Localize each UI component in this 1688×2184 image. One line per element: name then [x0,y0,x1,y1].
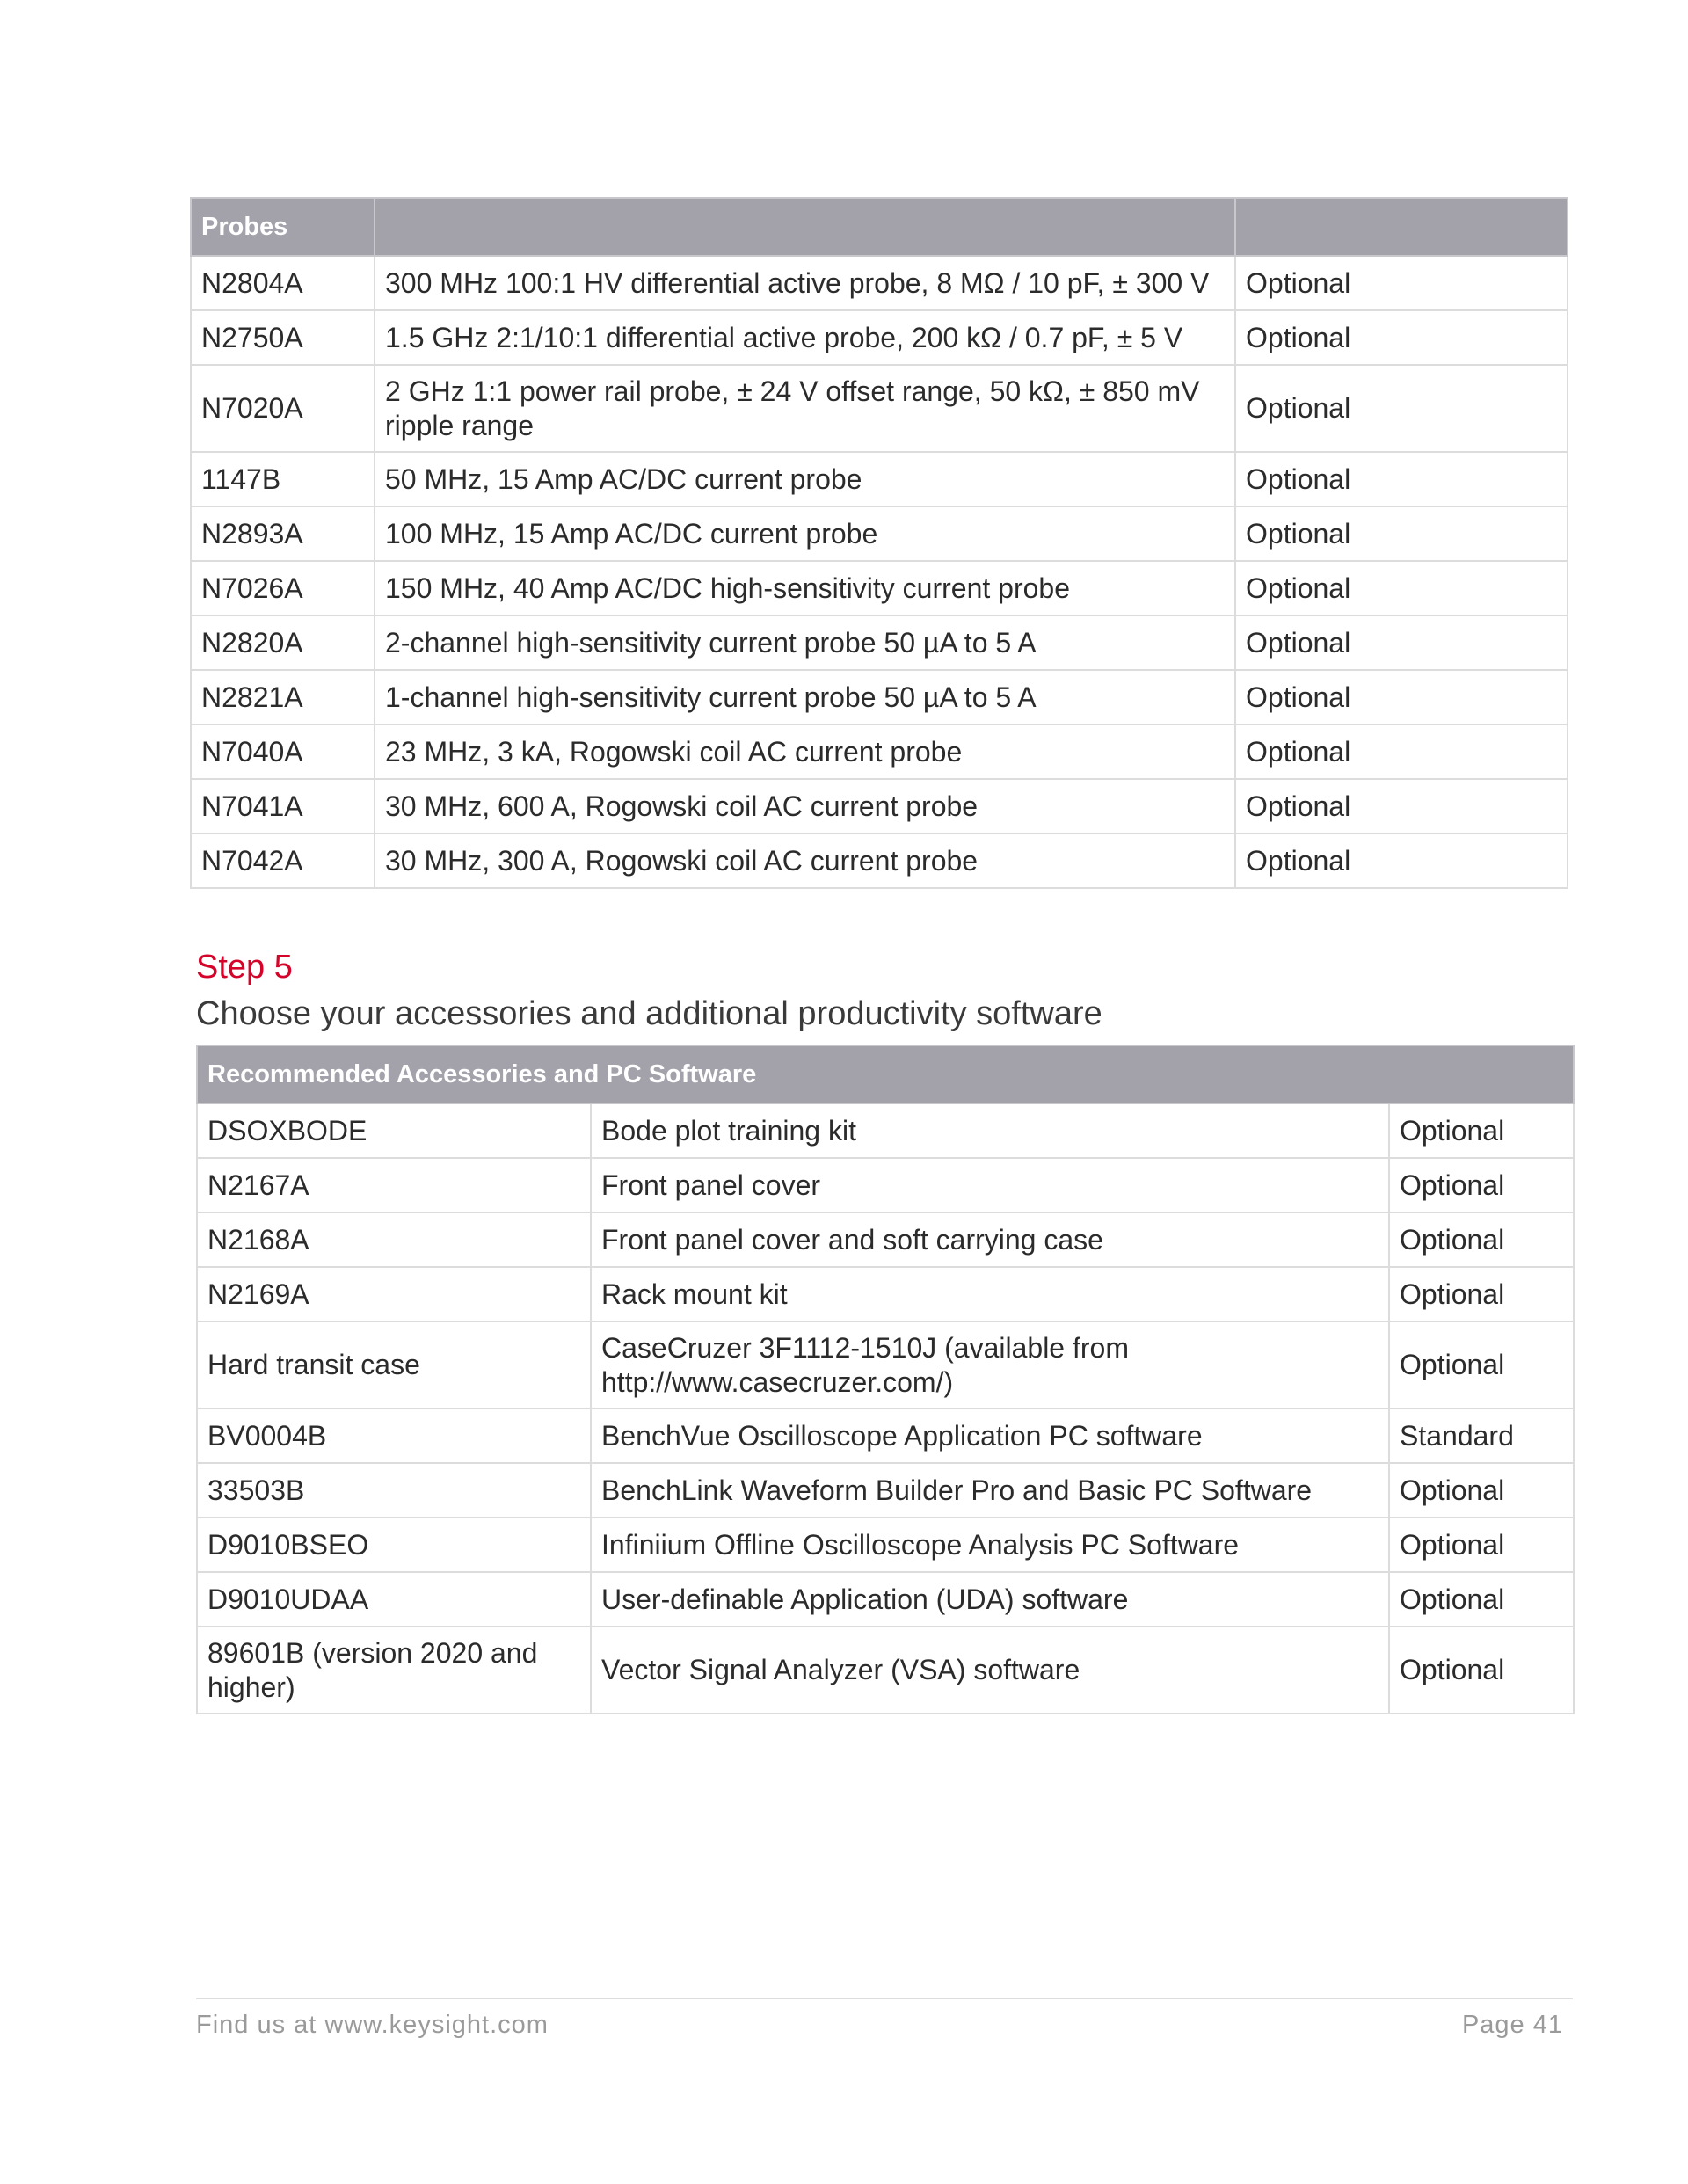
description-cell: Infiniium Offline Oscilloscope Analysis PC Software [591,1518,1389,1572]
accessories-table [196,1045,1575,1714]
model-cell: 89601B (version 2020 and higher) [197,1627,591,1714]
description-cell: 300 MHz 100:1 HV differential active probe, 8 MΩ / 10 pF, ± 300 V [375,256,1235,310]
description-cell: 1-channel high-sensitivity current probe 50 µA to 5 A [375,670,1235,724]
table-row [197,1103,1574,1158]
table-row [191,561,1568,615]
description-cell: 30 MHz, 600 A, Rogowski coil AC current probe [375,779,1235,834]
description-cell: CaseCruzer 3F1112-1510J (available from http://www.casecruzer.com/) [591,1321,1389,1409]
accessories-header-title: Recommended Accessories and PC Software [197,1045,1574,1103]
model-cell: N7026A [191,561,375,615]
availability-cell: Optional [1389,1627,1574,1714]
availability-cell: Optional [1235,724,1568,779]
model-cell: N2750A [191,310,375,365]
model-cell: Hard transit case [197,1321,591,1409]
model-cell: N2169A [197,1267,591,1321]
probes-header-blank [1235,198,1568,256]
probes-header-title: Probes [191,198,375,256]
table-row [197,1321,1574,1409]
table-row [191,256,1568,310]
availability-cell: Optional [1389,1518,1574,1572]
table-row [191,615,1568,670]
model-cell: N2820A [191,615,375,670]
description-cell: Rack mount kit [591,1267,1389,1321]
table-row [197,1627,1574,1714]
availability-cell: Optional [1389,1321,1574,1409]
table-row [197,1463,1574,1518]
table-row [197,1267,1574,1321]
model-cell: N2804A [191,256,375,310]
description-cell: BenchVue Oscilloscope Application PC software [591,1409,1389,1463]
description-cell: 30 MHz, 300 A, Rogowski coil AC current probe [375,834,1235,888]
table-row [191,724,1568,779]
table-row [191,310,1568,365]
description-cell: 23 MHz, 3 kA, Rogowski coil AC current probe [375,724,1235,779]
model-cell: N7041A [191,779,375,834]
availability-cell: Optional [1389,1463,1574,1518]
availability-cell: Optional [1235,310,1568,365]
model-cell: N2893A [191,506,375,561]
availability-cell: Optional [1389,1103,1574,1158]
availability-cell: Optional [1235,779,1568,834]
description-cell: Bode plot training kit [591,1103,1389,1158]
probes-header-row [191,198,1568,256]
table-row [191,834,1568,888]
model-cell: N2167A [197,1158,591,1212]
footer-website: Find us at www.keysight.com [196,2011,549,2039]
availability-cell: Optional [1389,1158,1574,1212]
availability-cell: Standard [1389,1409,1574,1463]
availability-cell: Optional [1235,834,1568,888]
table-row [197,1572,1574,1627]
table-row [197,1158,1574,1212]
description-cell: 150 MHz, 40 Amp AC/DC high-sensitivity current probe [375,561,1235,615]
page-number: Page 41 [1461,2011,1563,2039]
model-cell: N7040A [191,724,375,779]
table-row [191,365,1568,452]
footer-divider [196,1998,1573,1999]
description-cell: 2 GHz 1:1 power rail probe, ± 24 V offset range, 50 kΩ, ± 850 mV ripple range [375,365,1235,452]
table-row [197,1409,1574,1463]
table-row [197,1212,1574,1267]
availability-cell: Optional [1235,365,1568,452]
model-cell: N7020A [191,365,375,452]
availability-cell: Optional [1389,1572,1574,1627]
model-cell: D9010BSEO [197,1518,591,1572]
description-cell: 50 MHz, 15 Amp AC/DC current probe [375,452,1235,506]
description-cell: Vector Signal Analyzer (VSA) software [591,1627,1389,1714]
model-cell: D9010UDAA [197,1572,591,1627]
table-row [191,670,1568,724]
accessories-header-row [197,1045,1574,1103]
description-cell: Front panel cover and soft carrying case [591,1212,1389,1267]
description-cell: 100 MHz, 15 Amp AC/DC current probe [375,506,1235,561]
availability-cell: Optional [1235,561,1568,615]
availability-cell: Optional [1235,670,1568,724]
availability-cell: Optional [1235,506,1568,561]
model-cell: 1147B [191,452,375,506]
table-row [191,452,1568,506]
model-cell: 33503B [197,1463,591,1518]
step-label: Step 5 [196,949,293,986]
table-row [197,1518,1574,1572]
step-title: Choose your accessories and additional productivity software [196,995,1102,1032]
probes-header-blank [375,198,1235,256]
model-cell: N7042A [191,834,375,888]
probes-table [190,197,1568,889]
description-cell: 1.5 GHz 2:1/10:1 differential active probe, 200 kΩ / 0.7 pF, ± 5 V [375,310,1235,365]
model-cell: BV0004B [197,1409,591,1463]
availability-cell: Optional [1235,256,1568,310]
table-row [191,779,1568,834]
description-cell: BenchLink Waveform Builder Pro and Basic PC Software [591,1463,1389,1518]
description-cell: User-definable Application (UDA) software [591,1572,1389,1627]
table-row [191,506,1568,561]
availability-cell: Optional [1235,452,1568,506]
availability-cell: Optional [1389,1267,1574,1321]
description-cell: Front panel cover [591,1158,1389,1212]
description-cell: 2-channel high-sensitivity current probe 50 µA to 5 A [375,615,1235,670]
model-cell: DSOXBODE [197,1103,591,1158]
availability-cell: Optional [1235,615,1568,670]
availability-cell: Optional [1389,1212,1574,1267]
model-cell: N2821A [191,670,375,724]
model-cell: N2168A [197,1212,591,1267]
